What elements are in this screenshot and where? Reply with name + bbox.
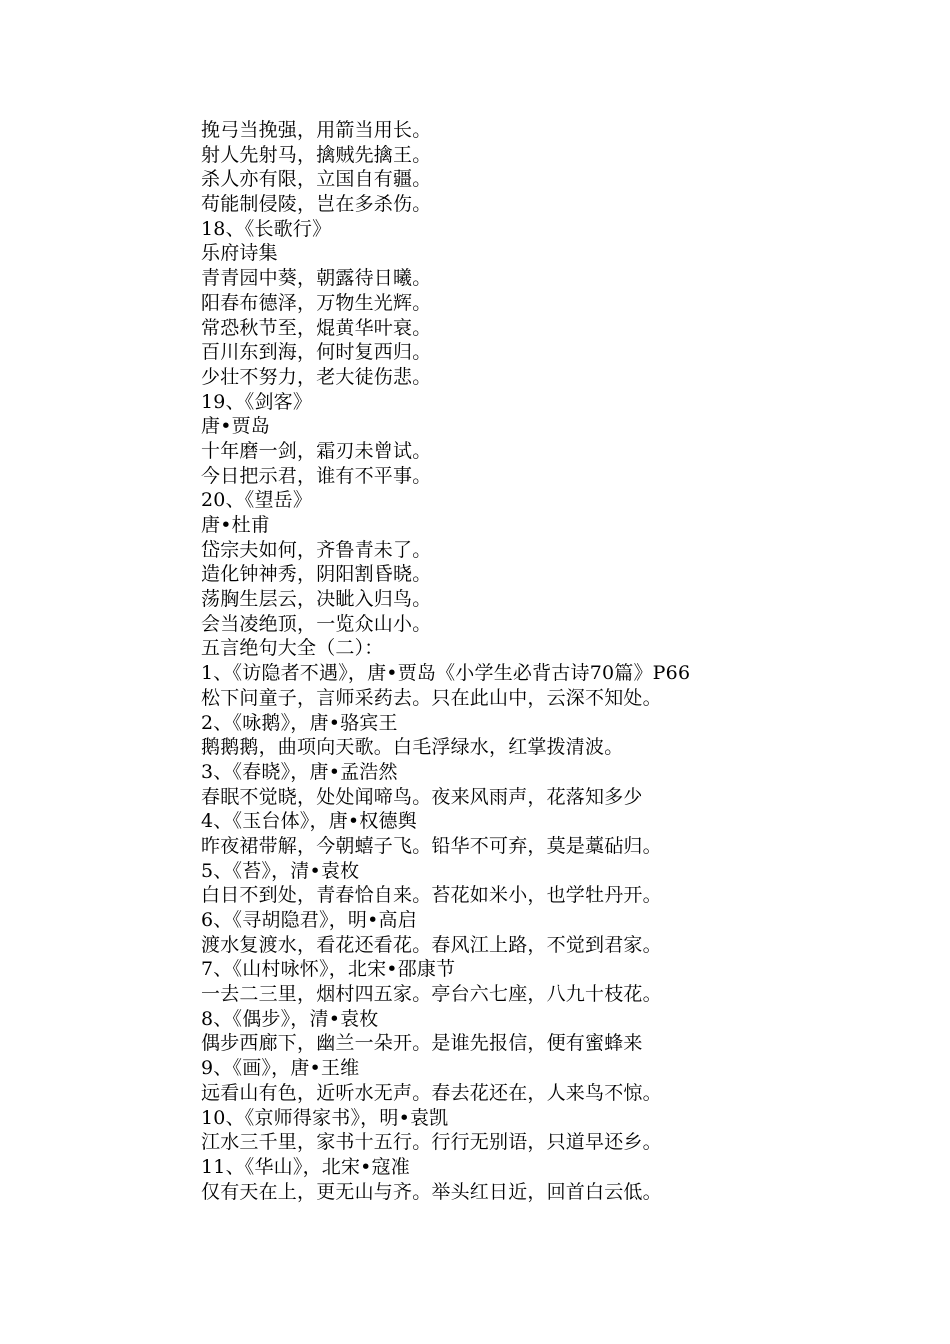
poem-line: 一去二三里，烟村四五家。亭台六七座，八九十枝花。	[201, 983, 662, 1006]
poem-author: 唐•贾岛	[201, 415, 271, 438]
poem-line: 阳春布德泽，万物生光辉。	[201, 291, 432, 314]
poem-line: 杀人亦有限，立国自有疆。	[201, 168, 432, 191]
poem-line: 少壮不努力，老大徒伤悲。	[201, 365, 432, 388]
poem-line: 昨夜裙带解，今朝蟢子飞。铅华不可弃，莫是藁砧归。	[201, 834, 662, 857]
poem-author: 乐府诗集	[201, 242, 278, 265]
poem-line: 江水三千里，家书十五行。行行无别语，只道早还乡。	[201, 1131, 662, 1154]
poem-line: 岱宗夫如何，齐鲁青未了。	[201, 538, 432, 561]
poem-title: 7、《山村咏怀》，北宋•邵康节	[201, 958, 456, 981]
poem-line: 挽弓当挽强，用箭当用长。	[201, 119, 432, 141]
section-heading: 五言绝句大全（二）：	[201, 637, 384, 660]
poem-title: 3、《春晓》，唐•孟浩然	[201, 760, 398, 783]
poem-line: 十年磨一剑，霜刃未曾试。	[201, 439, 432, 462]
poem-line: 荡胸生层云，决眦入归鸟。	[201, 588, 432, 611]
poem-title: 1、《访隐者不遇》，唐•贾岛《小学生必背古诗70篇》P66	[201, 662, 691, 685]
poem-title: 18、《长歌行》	[201, 217, 332, 240]
poem-line: 鹅鹅鹅，曲项向天歌。白毛浮绿水，红掌拨清波。	[201, 736, 624, 759]
poem-author: 唐•杜甫	[201, 514, 271, 536]
poem-line: 仅有天在上，更无山与齐。举头红日近，回首白云低。	[201, 1180, 662, 1203]
poem-title: 4、《玉台体》，唐•权德舆	[201, 810, 417, 833]
poem-title: 10、《京师得家书》，明•袁凯	[201, 1106, 449, 1129]
poem-line: 常恐秋节至，焜黄华叶衰。	[201, 316, 432, 339]
poem-line: 远看山有色，近听水无声。春去花还在，人来鸟不惊。	[201, 1081, 662, 1104]
poem-line: 苟能制侵陵，岂在多杀伤。	[201, 193, 432, 216]
poem-line: 青青园中葵，朝露待日曦。	[201, 267, 432, 290]
poem-title: 6、《寻胡隐君》，明•高启	[201, 909, 417, 931]
poem-line: 今日把示君，谁有不平事。	[201, 464, 432, 487]
poem-line: 渡水复渡水，看花还看花。春风江上路，不觉到君家。	[201, 933, 662, 956]
poem-line: 偶步西廊下，幽兰一朵开。是谁先报信，便有蜜蜂来	[201, 1032, 643, 1055]
poem-line: 造化钟神秀，阴阳割昏晓。	[201, 563, 432, 586]
poem-line: 春眠不觉晓，处处闻啼鸟。夜来风雨声，花落知多少	[201, 785, 643, 808]
poem-title: 11、《华山》，北宋•寇准	[201, 1155, 410, 1178]
poem-title: 5、《苔》，清•袁枚	[201, 859, 360, 882]
poem-line: 会当凌绝顶，一览众山小。	[201, 612, 432, 635]
poem-line: 白日不到处，青春恰自来。苔花如米小，也学牡丹开。	[201, 884, 662, 907]
poem-title: 9、《画》，唐•王维	[201, 1057, 360, 1080]
document-body	[201, 118, 901, 1204]
poem-title: 2、《咏鹅》，唐•骆宾王	[201, 711, 398, 734]
poem-title: 8、《偶步》，清•袁枚	[201, 1007, 379, 1030]
poem-line: 射人先射马，擒贼先擒王。	[201, 143, 432, 166]
poem-line: 松下问童子，言师采药去。只在此山中，云深不知处。	[201, 686, 662, 709]
poem-line: 百川东到海，何时复西归。	[201, 341, 432, 364]
poem-title: 19、《剑客》	[201, 390, 313, 413]
poem-title: 20、《望岳》	[201, 489, 313, 512]
